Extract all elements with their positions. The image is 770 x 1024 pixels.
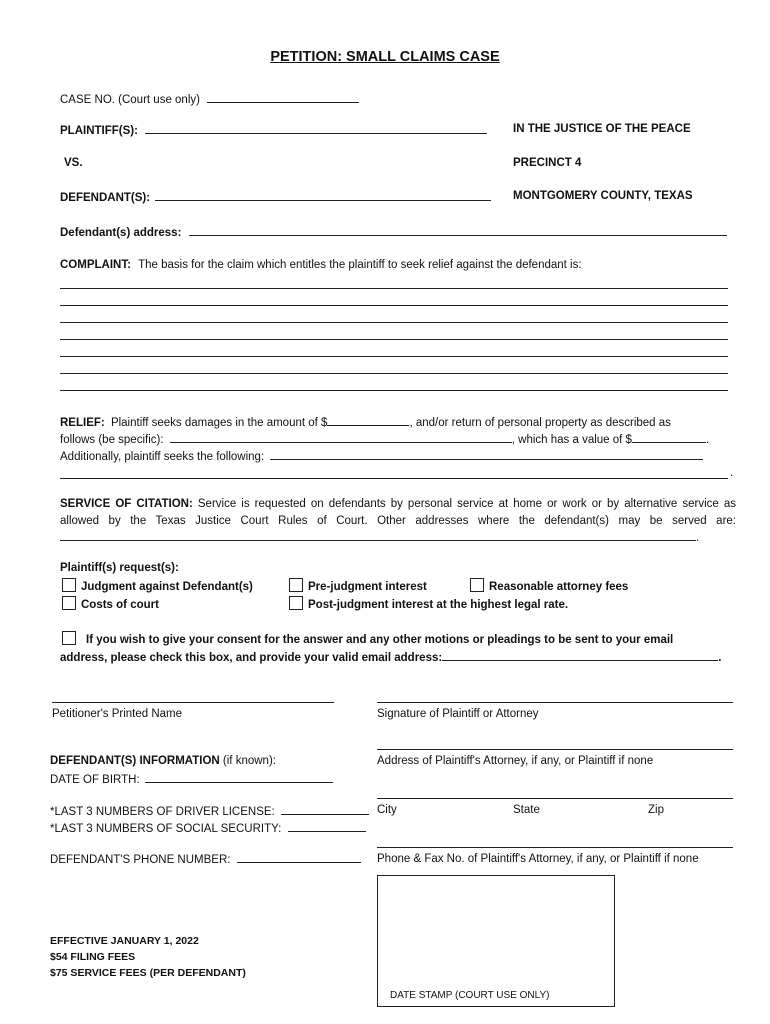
- relief-text: Additionally, plaintiff seeks the following:: [60, 451, 265, 463]
- request-attorney-fees[interactable]: [470, 578, 628, 593]
- date-stamp-label: DATE STAMP (COURT USE ONLY): [390, 990, 550, 1001]
- request-judgment[interactable]: [62, 578, 253, 593]
- request-postjudgment[interactable]: [289, 596, 568, 611]
- dob-label: DATE OF BIRTH:: [50, 774, 140, 786]
- effective-date: EFFECTIVE JANUARY 1, 2022: [50, 935, 199, 947]
- court-name: IN THE JUSTICE OF THE PEACE: [513, 123, 691, 135]
- ssn-row: [50, 821, 366, 835]
- fee-footer: [50, 933, 246, 981]
- filing-fee: $54 FILING FEES: [50, 951, 136, 963]
- additional-relief-field[interactable]: [270, 449, 703, 460]
- defendant-address-row: [60, 225, 727, 239]
- prejudgment-label: Pre-judgment interest: [308, 581, 427, 593]
- page-title: PETITION: SMALL CLAIMS CASE: [270, 49, 500, 65]
- relief-label: RELIEF:: [60, 417, 105, 429]
- versus-label: VS.: [64, 157, 83, 169]
- postjudgment-label: Post-judgment interest at the highest legal rate.: [308, 599, 569, 611]
- complaint-line[interactable]: [60, 288, 728, 289]
- plaintiff-field[interactable]: [145, 123, 487, 134]
- prejudgment-checkbox[interactable]: [289, 578, 303, 592]
- date-stamp-box: [377, 875, 615, 1007]
- defendant-phone-field[interactable]: [237, 852, 361, 863]
- property-description-field[interactable]: [170, 432, 512, 443]
- complaint-line[interactable]: [60, 339, 728, 340]
- case-number-label: CASE NO. (Court use only): [60, 94, 200, 106]
- damages-amount-field[interactable]: [327, 415, 409, 426]
- consent-row-2: address, please check this box, and provide your valid email address: .: [60, 652, 722, 664]
- ssn-field[interactable]: [288, 821, 366, 832]
- court-county: MONTGOMERY COUNTY, TEXAS: [513, 190, 693, 202]
- complaint-line[interactable]: [60, 356, 728, 357]
- printed-name-line[interactable]: [52, 702, 334, 703]
- court-precinct: PRECINCT 4: [513, 157, 582, 169]
- phone-fax-line[interactable]: [377, 847, 733, 848]
- state-label: State: [513, 804, 540, 816]
- complaint-line[interactable]: [60, 373, 728, 374]
- attorney-fees-label: Reasonable attorney fees: [489, 581, 629, 593]
- consent-row-1: [62, 631, 673, 646]
- signature-label: Signature of Plaintiff or Attorney: [377, 708, 539, 720]
- complaint-line[interactable]: [60, 322, 728, 323]
- city-state-zip-line[interactable]: [377, 798, 733, 799]
- relief-row-2: follows (be specific): , which has a value of $ .: [60, 434, 710, 446]
- printed-name-label: Petitioner's Printed Name: [52, 708, 183, 720]
- attorney-fees-checkbox[interactable]: [470, 578, 484, 592]
- defendant-info-heading: [50, 755, 276, 767]
- dob-row: [50, 772, 333, 786]
- service-label: SERVICE OF CITATION:: [60, 498, 193, 510]
- additional-relief-line[interactable]: [60, 478, 728, 479]
- costs-label: Costs of court: [81, 599, 159, 611]
- service-text: Service is requested on defendants by personal service at home or work or by alternative service as allowed by the Texas Justice Court Rules of Court. Other addresses where the defendant(s) may be served are:: [60, 498, 736, 527]
- case-number-field[interactable]: [207, 92, 359, 103]
- plaintiff-label: PLAINTIFF(S):: [60, 125, 138, 137]
- requests-label: Plaintiff(s) request(s):: [60, 562, 179, 574]
- service-paragraph: SERVICE OF CITATION: Service is requested on defendants by personal service at home or work or by alternative service as allowed by the Texas Justice Court Rules of Court. Other addresses where the defendant(s) may be served are: .: [60, 498, 736, 544]
- plaintiff-row: [60, 123, 487, 137]
- defendant-label: DEFENDANT(S):: [60, 192, 151, 204]
- costs-checkbox[interactable]: [62, 596, 76, 610]
- request-costs[interactable]: [62, 596, 159, 611]
- dob-field[interactable]: [145, 772, 333, 783]
- defendant-phone-row: [50, 852, 361, 866]
- relief-text: , and/or return of personal property as described as: [409, 417, 671, 429]
- service-fee: $75 SERVICE FEES (PER DEFENDANT): [50, 967, 246, 979]
- defendant-address-label: Defendant(s) address:: [60, 227, 182, 239]
- relief-text: Plaintiff seeks damages in the amount of $: [110, 417, 328, 429]
- complaint-label: COMPLAINT:: [60, 259, 131, 271]
- postjudgment-checkbox[interactable]: [289, 596, 303, 610]
- consent-text: If you wish to give your consent for the answer and any other motions or pleadings to be sent to your email: [86, 634, 674, 646]
- consent-text: address, please check this box, and provide your valid email address:: [60, 652, 443, 664]
- defendant-field[interactable]: [155, 190, 491, 201]
- zip-label: Zip: [648, 804, 664, 816]
- complaint-text: The basis for the claim which entitles the plaintiff to seek relief against the defendant is:: [138, 259, 582, 271]
- complaint-line[interactable]: [60, 305, 728, 306]
- email-consent-checkbox[interactable]: [62, 631, 76, 645]
- complaint-line[interactable]: [60, 390, 728, 391]
- phone-fax-label: Phone & Fax No. of Plaintiff's Attorney, if any, or Plaintiff if none: [377, 853, 699, 865]
- signature-line[interactable]: [377, 702, 733, 703]
- attorney-address-label: Address of Plaintiff's Attorney, if any, or Plaintiff if none: [377, 755, 654, 767]
- other-addresses-field[interactable]: [60, 530, 696, 541]
- relief-row-3: [60, 449, 703, 463]
- case-number-row: [60, 92, 359, 106]
- relief-text: follows (be specific):: [60, 434, 164, 446]
- defendant-address-field[interactable]: [189, 225, 727, 236]
- defendant-info-label: DEFENDANT(S) INFORMATION: [50, 755, 220, 767]
- license-field[interactable]: [281, 804, 369, 815]
- attorney-address-line[interactable]: [377, 749, 733, 750]
- request-prejudgment[interactable]: [289, 578, 427, 593]
- city-label: City: [377, 804, 397, 816]
- license-label: *LAST 3 NUMBERS OF DRIVER LICENSE:: [50, 806, 275, 818]
- judgment-checkbox[interactable]: [62, 578, 76, 592]
- ssn-label: *LAST 3 NUMBERS OF SOCIAL SECURITY:: [50, 823, 282, 835]
- license-row: [50, 804, 369, 818]
- defendant-phone-label: DEFENDANT'S PHONE NUMBER:: [50, 854, 231, 866]
- complaint-row: [60, 259, 582, 271]
- judgment-label: Judgment against Defendant(s): [81, 581, 253, 593]
- relief-row-1: [60, 415, 671, 429]
- defendant-row: [60, 190, 491, 204]
- defendant-info-known: (if known):: [222, 755, 276, 767]
- email-field[interactable]: [442, 650, 718, 661]
- property-value-field[interactable]: [632, 432, 706, 443]
- relief-text: , which has a value of $: [511, 434, 632, 446]
